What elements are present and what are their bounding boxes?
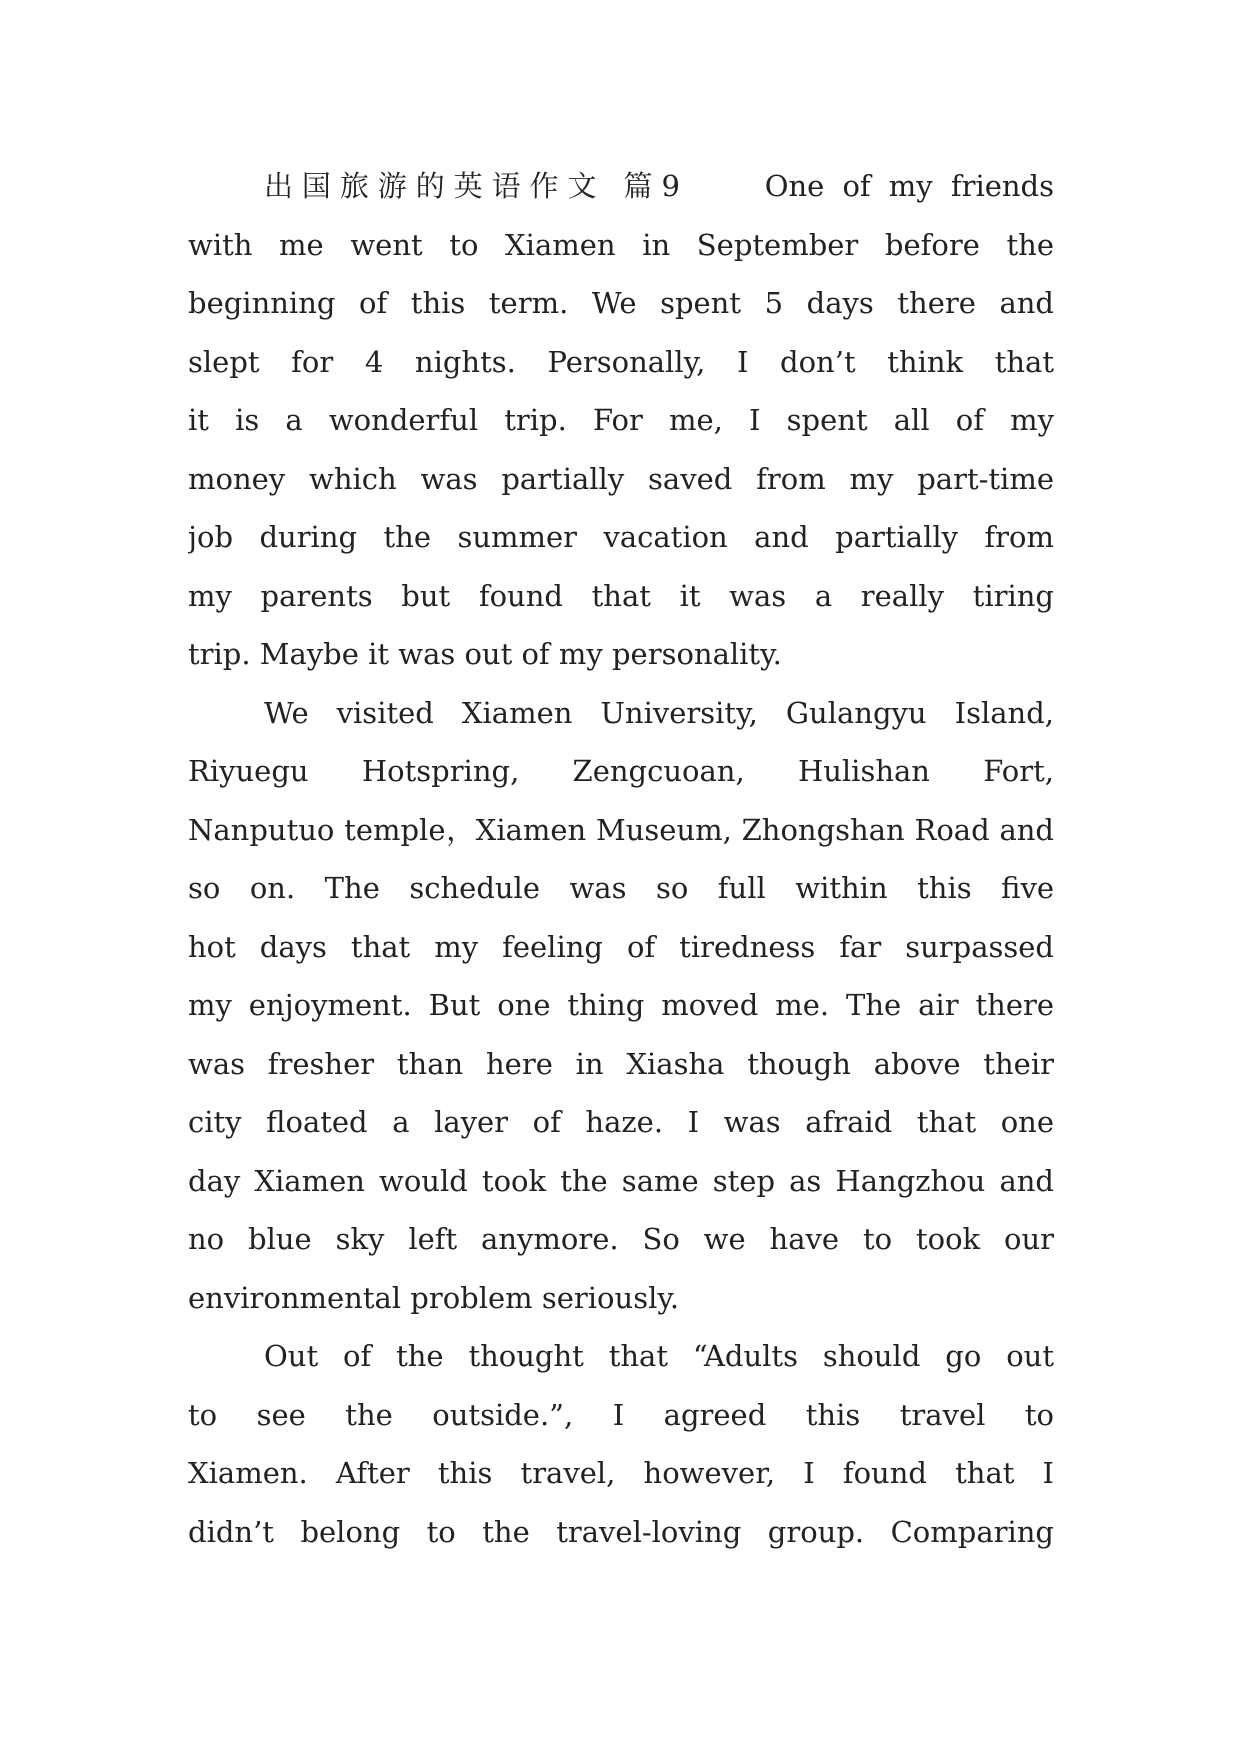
text-line: Nanputuo temple，Xiamen Museum, Zhongshan Road and (188, 812, 1054, 847)
text-line: We visited Xiamen University, Gulangyu Island, (264, 695, 1054, 730)
text-line: with me went to Xiamen in September before the (188, 227, 1054, 262)
text-line: my enjoyment. But one thing moved me. The air there (188, 988, 1054, 1022)
text-line: to see the outside.”, I agreed this travel to (188, 1397, 1054, 1432)
paragraph-1 (188, 157, 1054, 684)
text-line: city floated a layer of haze. I was afraid that one (188, 1105, 1054, 1139)
text-line: Xiamen. After this travel, however, I found that I (188, 1456, 1054, 1490)
paragraph-3 (188, 1327, 1054, 1561)
text-line: day Xiamen would took the same step as Hangzhou and (188, 1163, 1054, 1198)
text-line: no blue sky left anymore. So we have to took our (188, 1222, 1054, 1256)
text-line: it is a wonderful trip. For me, I spent all of my (188, 403, 1054, 437)
text-line: so on. The schedule was so full within this five (188, 871, 1054, 905)
text-line: environmental problem seriously. (188, 1280, 680, 1315)
text-line: 出国旅游的英语作文 篇9 One of my friends (264, 169, 1054, 203)
text-line: my parents but found that it was a really tiring (188, 578, 1054, 613)
text-line: slept for 4 nights. Personally, I don’t think that (188, 344, 1054, 379)
text-line: trip. Maybe it was out of my personality. (188, 637, 782, 671)
text-line: beginning of this term. We spent 5 days there and (188, 286, 1054, 320)
text-line: hot days that my feeling of tiredness far surpassed (188, 929, 1054, 964)
essay-body (188, 157, 1054, 1561)
paragraph-2 (188, 684, 1054, 1328)
text-line: job during the summer vacation and partially from (188, 520, 1054, 554)
text-line: Riyuegu Hotspring, Zengcuoan, Hulishan Fort, (188, 754, 1054, 788)
text-line: money which was partially saved from my part-time (188, 461, 1054, 496)
text-line: didn’t belong to the travel-loving group. Comparing (188, 1514, 1054, 1549)
text-line: Out of the thought that “Adults should go out (264, 1339, 1054, 1373)
text-line: was fresher than here in Xiasha though above their (188, 1046, 1054, 1081)
